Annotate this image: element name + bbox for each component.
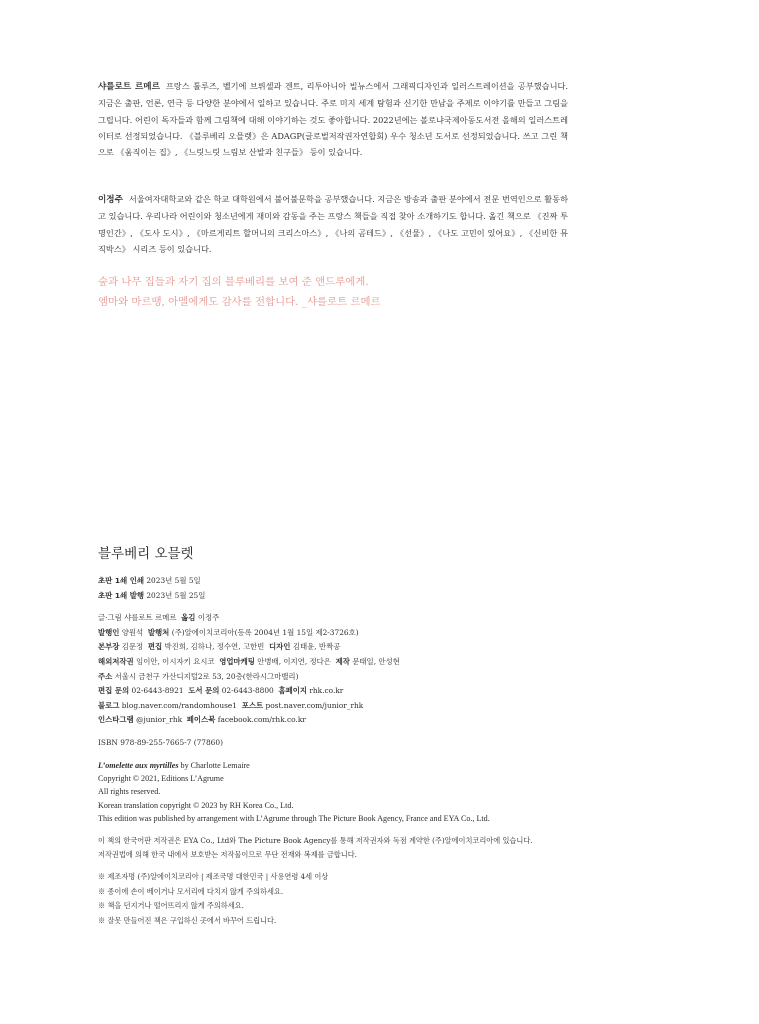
illustrator-bio bbox=[98, 78, 568, 160]
facebook: facebook.com/rhk.co.kr bbox=[217, 715, 306, 725]
original-title-line bbox=[98, 759, 658, 772]
isbn: ISBN 978-89-255-7665-7 (77860) bbox=[98, 737, 223, 747]
author: 샤를로트 르메르 bbox=[124, 613, 177, 623]
publisher-person: 양원석 bbox=[121, 627, 144, 637]
book-title: 블루베리 오믈렛 bbox=[98, 546, 194, 562]
illustrator-name: 샤를로트 르메르 bbox=[98, 82, 160, 92]
address-line bbox=[98, 670, 658, 685]
homepage: rhk.co.kr bbox=[309, 686, 344, 696]
rights-marketing-line bbox=[98, 655, 658, 670]
author-label: 글·그림 bbox=[98, 613, 122, 623]
book-contact-label: 도서 문의 bbox=[188, 686, 220, 696]
publisher: (주)알에이치코리아(등록 2004년 1월 15일 제2-3726호) bbox=[171, 627, 359, 637]
translator-bio-text: 서울여자대학교와 같은 학교 대학원에서 불어불문학을 공부했습니다. 지금은 방송과 출판 분야에서 전문 번역인으로 활동하고 있습니다. 우리나라 어린이와 청소년에게 재미와 감동을 주는 프랑스 책들을 직접 찾아 소개하기도 합니다. 옮긴 책으로 《진짜 투명인간》, 《도사 도시》, 《마르게리트 할머니의 크리스마스》, 《나의 곰테드》, 《선물》, 《나도 고민이 있어요》, 《신비한 뮤직박스》 시리즈 등이 있습니다. bbox=[98, 194, 568, 254]
blog: blog.naver.com/randomhouse1 bbox=[121, 700, 238, 710]
translator-bio bbox=[98, 191, 568, 257]
arrangement-line: This edition was published by arrangement with L’Agrume through The Picture Book Agency, France and EYA Co., Ltd. bbox=[98, 814, 490, 824]
staff-line bbox=[98, 640, 658, 655]
homepage-label: 홈페이지 bbox=[278, 686, 308, 696]
publish-label: 초판 1쇄 발행 bbox=[98, 590, 144, 600]
address-label: 주소 bbox=[98, 671, 113, 681]
address: 서울시 금천구 가산디지털2로 53, 20층(한라시그마밸리) bbox=[114, 671, 299, 681]
blog-line bbox=[98, 699, 658, 714]
instagram: @junior_rhk bbox=[136, 715, 183, 725]
contact-line bbox=[98, 684, 658, 699]
design-label: 디자인 bbox=[269, 642, 291, 652]
dedication-line-2: 엠마와 마르땡, 아멜에게도 감사를 전합니다. _샤를로트 르메르 bbox=[98, 296, 381, 308]
safety-line-4: ※ 잘못 만들어진 책은 구입하신 곳에서 바꾸어 드립니다. bbox=[98, 915, 277, 925]
original-author: by Charlotte Lemaire bbox=[180, 760, 250, 770]
copyright-line: Copyright © 2021, Editions L’Agrume bbox=[98, 773, 224, 783]
publisher-line bbox=[98, 626, 658, 641]
book-contact: 02-6443-8800 bbox=[221, 686, 274, 696]
translator-label: 옮김 bbox=[181, 613, 196, 623]
legal-line-1: 이 책의 한국어판 저작권은 EYA Co., Ltd와 The Picture Book Agency를 통해 저작권자와 독점 계약한 (주)알에이치코리아에 있습니다. bbox=[98, 835, 533, 845]
rights-label: 해외저작권 bbox=[98, 656, 134, 666]
instagram-label: 인스타그램 bbox=[98, 715, 134, 725]
dedication-line-1: 숲과 나무 집들과 자기 집의 블루베리를 보여 준 앤드루에게. bbox=[98, 276, 369, 288]
marketing: 안병배, 이지연, 정다은 bbox=[257, 656, 331, 666]
print-date: 2023년 5월 5일 bbox=[146, 576, 201, 585]
dept-head: 김문정 bbox=[121, 642, 144, 652]
post-label: 포스트 bbox=[241, 700, 264, 710]
production: 문태일, 안성현 bbox=[352, 656, 400, 666]
safety-line-2: ※ 종이에 손이 베이거나 모서리에 다치지 않게 주의하세요. bbox=[98, 886, 284, 896]
credits-author-line bbox=[98, 611, 658, 626]
safety-line-1: ※ 제조자명 (주)알에이치코리아 | 제조국명 대한민국 | 사용연령 4세 이상 bbox=[98, 872, 329, 882]
publisher-person-label: 발행인 bbox=[98, 627, 120, 637]
edit-contact-label: 편집 문의 bbox=[98, 686, 130, 696]
original-title: L’omelette aux myrtilles bbox=[98, 760, 179, 770]
korean-copyright: Korean translation copyright © 2023 by RH Korea Co., Ltd. bbox=[98, 800, 294, 810]
translator: 이정주 bbox=[197, 613, 220, 623]
publisher-label: 발행처 bbox=[147, 627, 170, 637]
facebook-label: 페이스북 bbox=[186, 715, 216, 725]
marketing-label: 영업마케팅 bbox=[219, 656, 255, 666]
rights: 임이안, 이시자키 요시코 bbox=[136, 656, 215, 666]
social-line bbox=[98, 713, 658, 728]
dedication bbox=[98, 272, 381, 312]
safety-line-3: ※ 책을 던지거나 떨어뜨리지 않게 주의하세요. bbox=[98, 901, 244, 911]
design: 김태윤, 반짝공 bbox=[292, 642, 341, 652]
illustrator-bio-text: 프랑스 툴루즈, 벨기에 브뤼셀과 겐트, 리투아니아 빌뉴스에서 그래픽디자인과 일러스트레이션을 공부했습니다. 지금은 출판, 언론, 연극 등 다양한 분야에서 일하고 있습니다. 주로 미지 세계 탐험과 신기한 만남을 주제로 이야기를 만들고 그림을 그립니다. 어린이 독자들과 함께 그림책에 대해 이야기하는 것도 좋아합니다. 2022년에는 볼로냐국제아동도서전 올해의 일러스트레이터로 선정되었습니다. 《블루베리 오믈렛》은 ADAGP(글로벌저작권자연합회) 우수 청소년 도서로 선정되었습니다. 쓰고 그린 책으로 《움직이는 집》, 《느릿느릿 느림보 산발과 친구들》 등이 있습니다. bbox=[98, 81, 568, 158]
dept-head-label: 본부장 bbox=[98, 642, 120, 652]
post: post.naver.com/junior_rhk bbox=[265, 700, 364, 710]
print-date-line bbox=[98, 574, 658, 589]
publish-date: 2023년 5월 25일 bbox=[146, 590, 206, 600]
translator-name: 이정주 bbox=[98, 195, 123, 205]
print-label: 초판 1쇄 인쇄 bbox=[98, 576, 144, 585]
edit-contact: 02-6443-8921 bbox=[131, 686, 184, 696]
blog-label: 블로그 bbox=[98, 700, 120, 710]
production-label: 제작 bbox=[335, 656, 350, 666]
legal-line-2: 저작권법에 의해 한국 내에서 보호받는 저작물이므로 무단 전재와 복제를 금합니다. bbox=[98, 849, 357, 859]
publish-date-line bbox=[98, 589, 658, 604]
colophon bbox=[98, 542, 658, 928]
editors-label: 편집 bbox=[147, 642, 163, 652]
rights-reserved: All rights reserved. bbox=[98, 787, 161, 797]
editors: 박진희, 김하나, 정수연, 고한빈 bbox=[164, 642, 265, 652]
